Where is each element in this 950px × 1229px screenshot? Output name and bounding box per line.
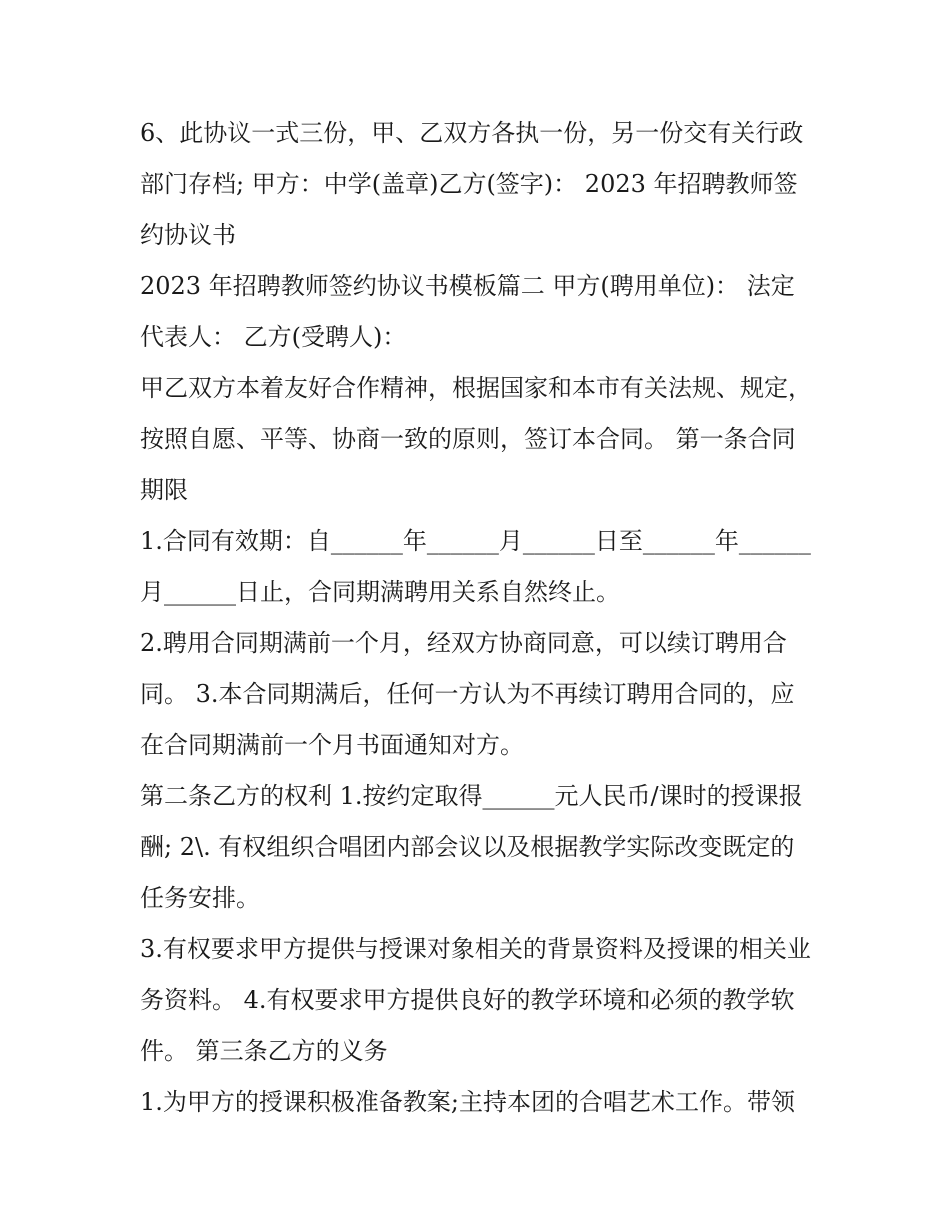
paragraph-3: 甲乙双方本着友好合作精神，根据国家和本市有关法规、规定，按照自愿、平等、协商一致的原则，签订本合同。 第一条合同期限 [140,374,812,504]
paragraph-2: 2023 年招聘教师签约协议书模板篇二 甲方(聘用单位)： 法定代表人： 乙方(受聘人)： [140,272,795,351]
paragraph-6: 第二条乙方的权利 1.按约定取得______元人民币/课时的授课报酬; 2\. 有权组织合唱团内部会议以及根据教学实际改变既定的任务安排。 [140,782,803,912]
paragraph-7: 3.有权要求甲方提供与授课对象相关的背景资料及授课的相关业务资料。 4.有权要求甲方提供良好的教学环境和必须的教学软件。 第三条乙方的义务 [140,935,811,1065]
paragraph-5: 2.聘用合同期满前一个月，经双方协商同意，可以续订聘用合同。 3.本合同期满后，任何一方认为不再续订聘用合同的，应在合同期满前一个月书面通知对方。 [140,629,795,759]
paragraph-4: 1.合同有效期：自______年______月______日至______年______月______日止，合同期满聘用关系自然终止。 [140,527,811,606]
paragraph-8: 1.为甲方的授课积极准备教案;主持本团的合唱艺术工作。带领 [140,1088,795,1116]
document-body [140,108,812,1128]
paragraph-1: 6、此协议一式三份，甲、乙双方各执一份，另一份交有关行政部门存档; 甲方：中学(盖章)乙方(签字)： 2023 年招聘教师签约协议书 [140,119,804,249]
